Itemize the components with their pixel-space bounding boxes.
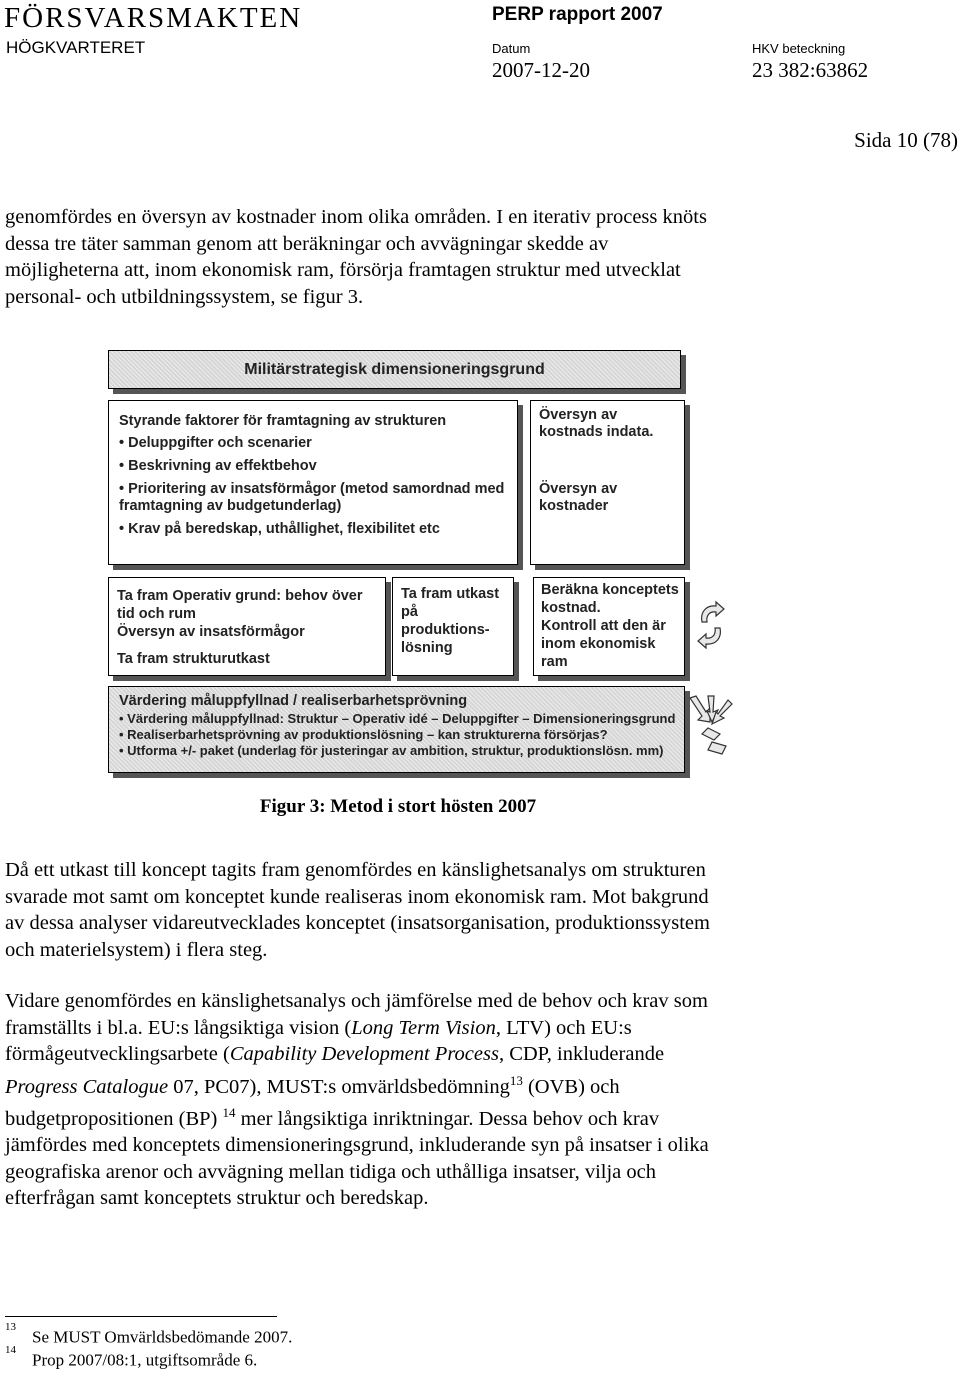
factors-title: Styrande faktorer för framtagning av strukturen [119,413,447,429]
spacer [539,441,676,481]
factors-item: • Beskrivning av effektbehov [119,458,317,474]
footnote-number: 14 [5,1344,16,1356]
diagram-vardering-box [108,686,685,773]
utkast-text: Ta fram utkast på produktions-lösning [401,586,500,656]
vardering-item-text: Värdering måluppfyllnad: Struktur – Operativ idé – Deluppgifter – Dimensioneringsgrund [127,711,676,726]
body-paragraph-1 [5,204,945,310]
reference-label: HKV beteckning [752,41,846,56]
text-run: , CDP, inkluderande [498,1043,665,1065]
footnote-ref[interactable]: 13 [509,1072,523,1088]
italic-term: Progress Catalogue [5,1075,169,1098]
text-run: (OVB) och budgetpropositionen (BP) [5,1075,620,1130]
diagram-utkast-box [392,577,514,676]
diagram-operativ-grund-box [108,577,386,676]
opgrund-text-3: Ta fram strukturutkast [117,651,270,667]
vardering-item-text: Realiserbarhetsprövning av produktionslösning – kan strukturerna försörjas? [127,727,608,742]
vardering-item-text: Utforma +/- paket (underlag för justeringar av ambition, struktur, produktionslösn. mm) [127,743,664,758]
text-run: mer långsiktiga inriktningar. Dessa behov och krav jämfördes med konceptets dimensioneringsgrund, inkluderande syn på insatser i olika geografiska arenor och avvägning mellan tidiga och uthålliga insatser, vilja och efterfrågan samt konceptets struktur och beredskap. [5,1107,709,1210]
top-box-label: Militärstrategisk dimensioneringsgrund [244,360,545,378]
cycle-arrows-icon [694,600,728,650]
factors-item-text: Krav på beredskap, uthållighet, flexibilitet etc [128,521,440,537]
footnote-divider [5,1316,277,1317]
factors-item: • Krav på beredskap, uthållighet, flexibilitet etc [119,521,440,537]
diagram-top-box [108,350,681,389]
page-number: Sida 10 (78) [854,128,958,152]
factors-item-text: Beskrivning av effektbehov [128,458,317,474]
diagram-berakna-box [533,577,685,676]
italic-term: Long Term Vision [351,1016,496,1039]
footnote-text: Se MUST Omvärldsbedömande 2007. [32,1327,293,1347]
diagram-factors-box [108,400,518,565]
org-unit: HÖGKVARTERET [6,38,146,57]
vardering-title: Värdering måluppfyllnad / realiserbarhetsprövning [119,693,468,709]
review-text-1: Översyn av kostnads indata. [539,407,654,440]
review-text-2: Översyn av kostnader [539,481,618,514]
vardering-item: • Realiserbarhetsprövning av produktionslösning – kan strukturerna försörjas? [119,727,608,742]
paragraph-text: Då ett utkast till koncept tagits fram genomfördes en känslighetsanalys om strukturen svarade mot samt om konceptet kunde realiseras inom ekonomisk ram. Mot bakgrund av dessa analyser vidareutvecklades konceptet (insatsorganisation, produktionssystem och materielsystem) i flera steg. [5,859,710,961]
vardering-item: • Utforma +/- paket (underlag för justeringar av ambition, struktur, produktionslösn. mm) [119,743,664,758]
berakna-text-1: Beräkna konceptets kostnad. [541,582,679,616]
factors-item: • Deluppgifter och scenarier [119,435,312,451]
opgrund-text-1: Ta fram Operativ grund: behov över tid och rum [117,588,363,622]
reference-value: 23 382:63862 [752,58,869,82]
italic-term: Capability Development Process [229,1043,499,1065]
text-run: Vidare genomfördes en känslighetsanalys och jämförelse med de behov och krav som framställts i bl.a. EU:s långsiktiga vision ( [5,990,708,1039]
footnote-number: 13 [5,1321,16,1333]
footnote-ref[interactable]: 14 [222,1104,236,1120]
berakna-text-2: Kontroll att den är inom ekonomisk ram [541,618,666,670]
factors-item-text: Prioritering av insatsförmågor (metod samordnad med framtagning av budgetunderlag) [119,481,505,514]
paragraph-text [5,988,945,1212]
converging-arrows-icon [686,694,734,760]
text-run: 07, PC07), MUST:s omvärldsbedömning [168,1075,510,1098]
diagram-review-box [530,400,685,565]
body-paragraph-3 [5,988,945,1212]
document-title: PERP rapport 2007 [492,4,663,25]
factors-item: • Prioritering av insatsförmågor (metod samordnad med framtagning av budgetunderlag) [119,481,505,514]
text-run: , LTV) och EU:s förmågeutvecklingsarbete ( [5,1016,632,1065]
opgrund-text-2: Översyn av insatsförmågor [117,624,305,640]
footnote-text: Prop 2007/08:1, utgiftsområde 6. [32,1350,258,1370]
vardering-item: • Värdering måluppfyllnad: Struktur – Operativ idé – Deluppgifter – Dimensioneringsgrund [119,711,676,726]
footnote [5,1344,258,1371]
footnote [5,1321,293,1348]
factors-item-text: Deluppgifter och scenarier [128,435,312,451]
date-label: Datum [492,41,531,56]
date-value: 2007-12-20 [492,58,590,82]
body-paragraph-2 [5,857,945,963]
figure-caption: Figur 3: Metod i stort hösten 2007 [259,796,537,817]
org-name: FÖRSVARSMAKTEN [4,2,303,34]
paragraph-text: genomfördes en översyn av kostnader inom olika områden. I en iterativ process knöts dessa tre täter samman genom att beräkningar och avvägningar skedde av möjligheterna att, inom ekonomisk ram, försörja framtagen struktur med utvecklat personal- och utbildningssystem, se figur 3. [5,206,707,308]
